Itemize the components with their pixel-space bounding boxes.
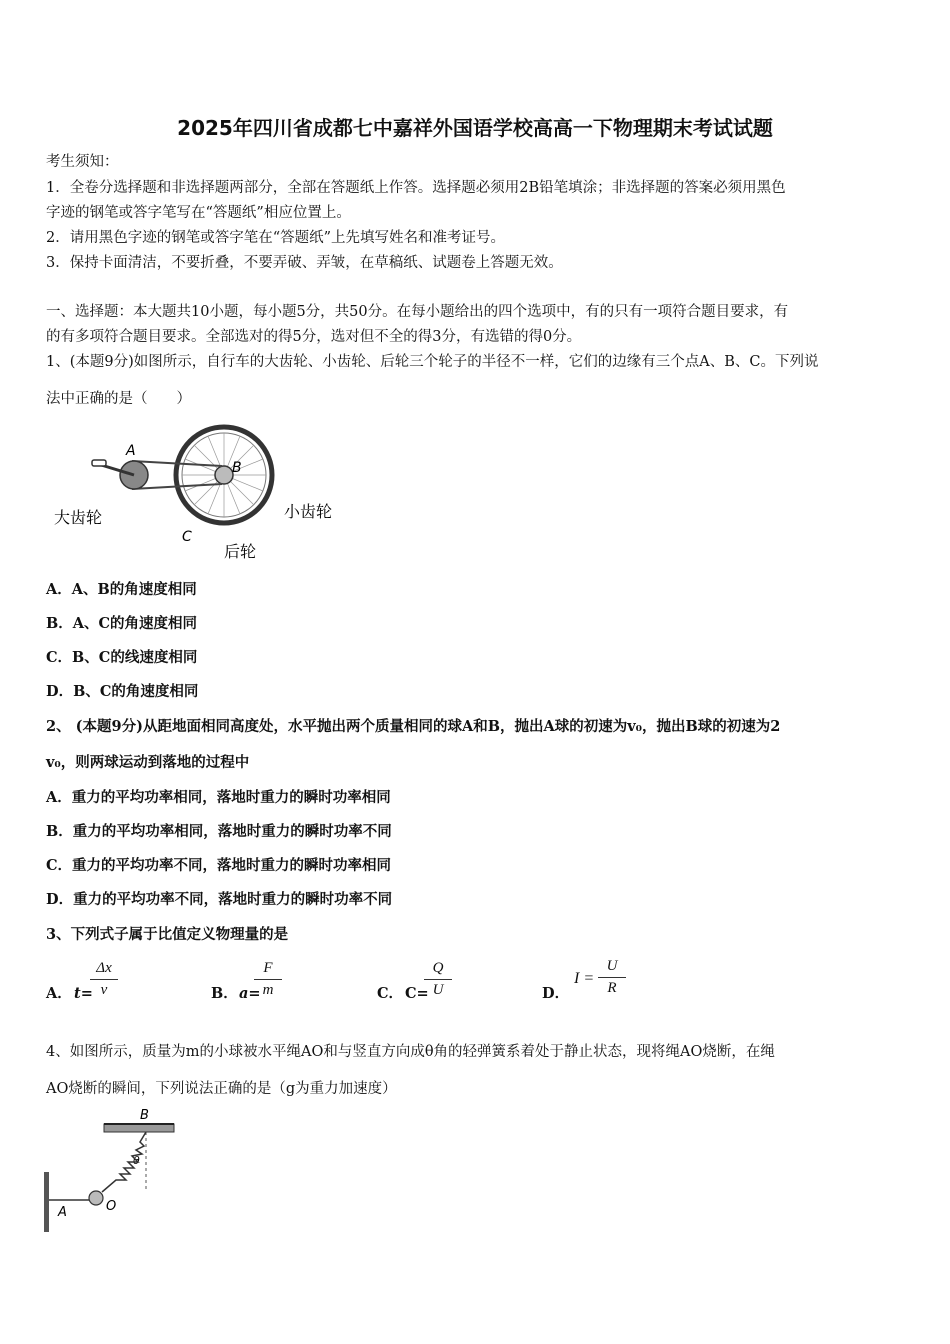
label-b: B — [140, 1108, 149, 1123]
question-3-option-c-label: C． — [377, 985, 404, 1002]
notice-heading: 考生须知： — [46, 154, 119, 170]
question-3-option-b-lhs: a= — [239, 985, 261, 1002]
label-a: A — [58, 1205, 67, 1220]
bicycle-gear-figure — [46, 417, 342, 563]
question-3-option-a-label: A． — [46, 985, 72, 1002]
question-3-option-b-label: B． — [211, 985, 238, 1002]
fraction-q-over-u: $\frac{Q}{U}$ — [424, 960, 452, 999]
label-c: C — [182, 529, 192, 545]
wall — [44, 1172, 49, 1232]
question-2-option-c: C．重力的平均功率不同，落地时重力的瞬时功率相同 — [46, 857, 392, 874]
question-4-stem: 4、如图所示，质量为m的小球被水平绳AO和与竖直方向成θ角的轻弹簧系着处于静止状态，现将绳AO烧断，在绳 — [46, 1044, 775, 1060]
fraction-u-over-r: $\frac{U}{R}$ — [598, 958, 626, 997]
question-1-stem: 法中正确的是（ ） — [46, 391, 191, 407]
question-3-option-d-lhs: I = — [574, 970, 595, 987]
question-1-option-a: A．A、B的角速度相同 — [46, 581, 197, 598]
section-instructions: 的有多项符合题目要求。全部选对的得5分，选对但不全的得3分，有选错的得0分。 — [46, 329, 582, 345]
notice-item: 2．请用黑色字迹的钢笔或答字笔在“答题纸”上先填写姓名和准考证号。 — [46, 230, 506, 246]
question-2-option-d: D．重力的平均功率不同，落地时重力的瞬时功率不同 — [46, 891, 393, 908]
label-b: B — [232, 460, 242, 476]
question-1-stem: 1、(本题9分)如图所示，自行车的大齿轮、小齿轮、后轮三个轮子的半径不一样，它们的边缘有三个点A、B、C。下列说 — [46, 354, 819, 370]
question-4-stem: AO烧断的瞬间，下列说法正确的是（g为重力加速度） — [46, 1081, 397, 1097]
pedal — [92, 460, 106, 466]
question-1-option-c: C．B、C的线速度相同 — [46, 649, 198, 666]
fraction-dx-over-v: $\frac{\Delta x}{v}$ — [90, 960, 118, 999]
label-rear-wheel: 后轮 — [224, 542, 257, 561]
question-1-option-d: D．B、C的角速度相同 — [46, 683, 199, 700]
notice-item: 1．全卷分选择题和非选择题两部分，全部在答题纸上作答。选择题必须用2B铅笔填涂；非选择题的答案必须用黑色 — [46, 180, 786, 196]
question-2-stem: v₀，则两球运动到落地的过程中 — [46, 754, 250, 771]
question-3-option-d-label: D． — [542, 985, 570, 1002]
question-3-option-a-lhs: t= — [74, 985, 93, 1002]
notice-item: 3．保持卡面清洁，不要折叠，不要弄破、弄皱，在草稿纸、试题卷上答题无效。 — [46, 255, 563, 271]
notice-item: 字迹的钢笔或答字笔写在“答题纸”相应位置上。 — [46, 205, 351, 221]
question-1-option-b: B．A、C的角速度相同 — [46, 615, 198, 632]
label-small-gear: 小齿轮 — [284, 502, 333, 521]
question-3-option-c-lhs: C= — [405, 985, 429, 1002]
label-a: A — [126, 443, 136, 459]
fraction-f-over-m: $\frac{F}{m}$ — [254, 960, 282, 999]
question-2-option-a: A．重力的平均功率相同，落地时重力的瞬时功率相同 — [46, 789, 391, 806]
small-gear — [215, 466, 233, 484]
spring-ball-figure — [40, 1104, 180, 1236]
question-2-option-b: B．重力的平均功率相同，落地时重力的瞬时功率不同 — [46, 823, 392, 840]
label-o: O — [106, 1199, 117, 1214]
label-big-gear: 大齿轮 — [54, 508, 103, 527]
page-title: 2025年四川省成都七中嘉祥外国语学校高高一下物理期末考试试题 — [177, 116, 773, 140]
ball — [89, 1191, 103, 1205]
section-instructions: 一、选择题：本大题共10小题，每小题5分，共50分。在每小题给出的四个选项中，有的只有一项符合题目要求，有 — [46, 304, 789, 320]
question-2-stem: 2、 (本题9分)从距地面相同高度处，水平抛出两个质量相同的球A和B，抛出A球的初速为v₀，抛出B球的初速为2 — [46, 718, 781, 735]
question-3-stem: 3、下列式子属于比值定义物理量的是 — [46, 926, 289, 943]
label-theta: θ — [133, 1154, 140, 1167]
ceiling — [104, 1124, 174, 1132]
